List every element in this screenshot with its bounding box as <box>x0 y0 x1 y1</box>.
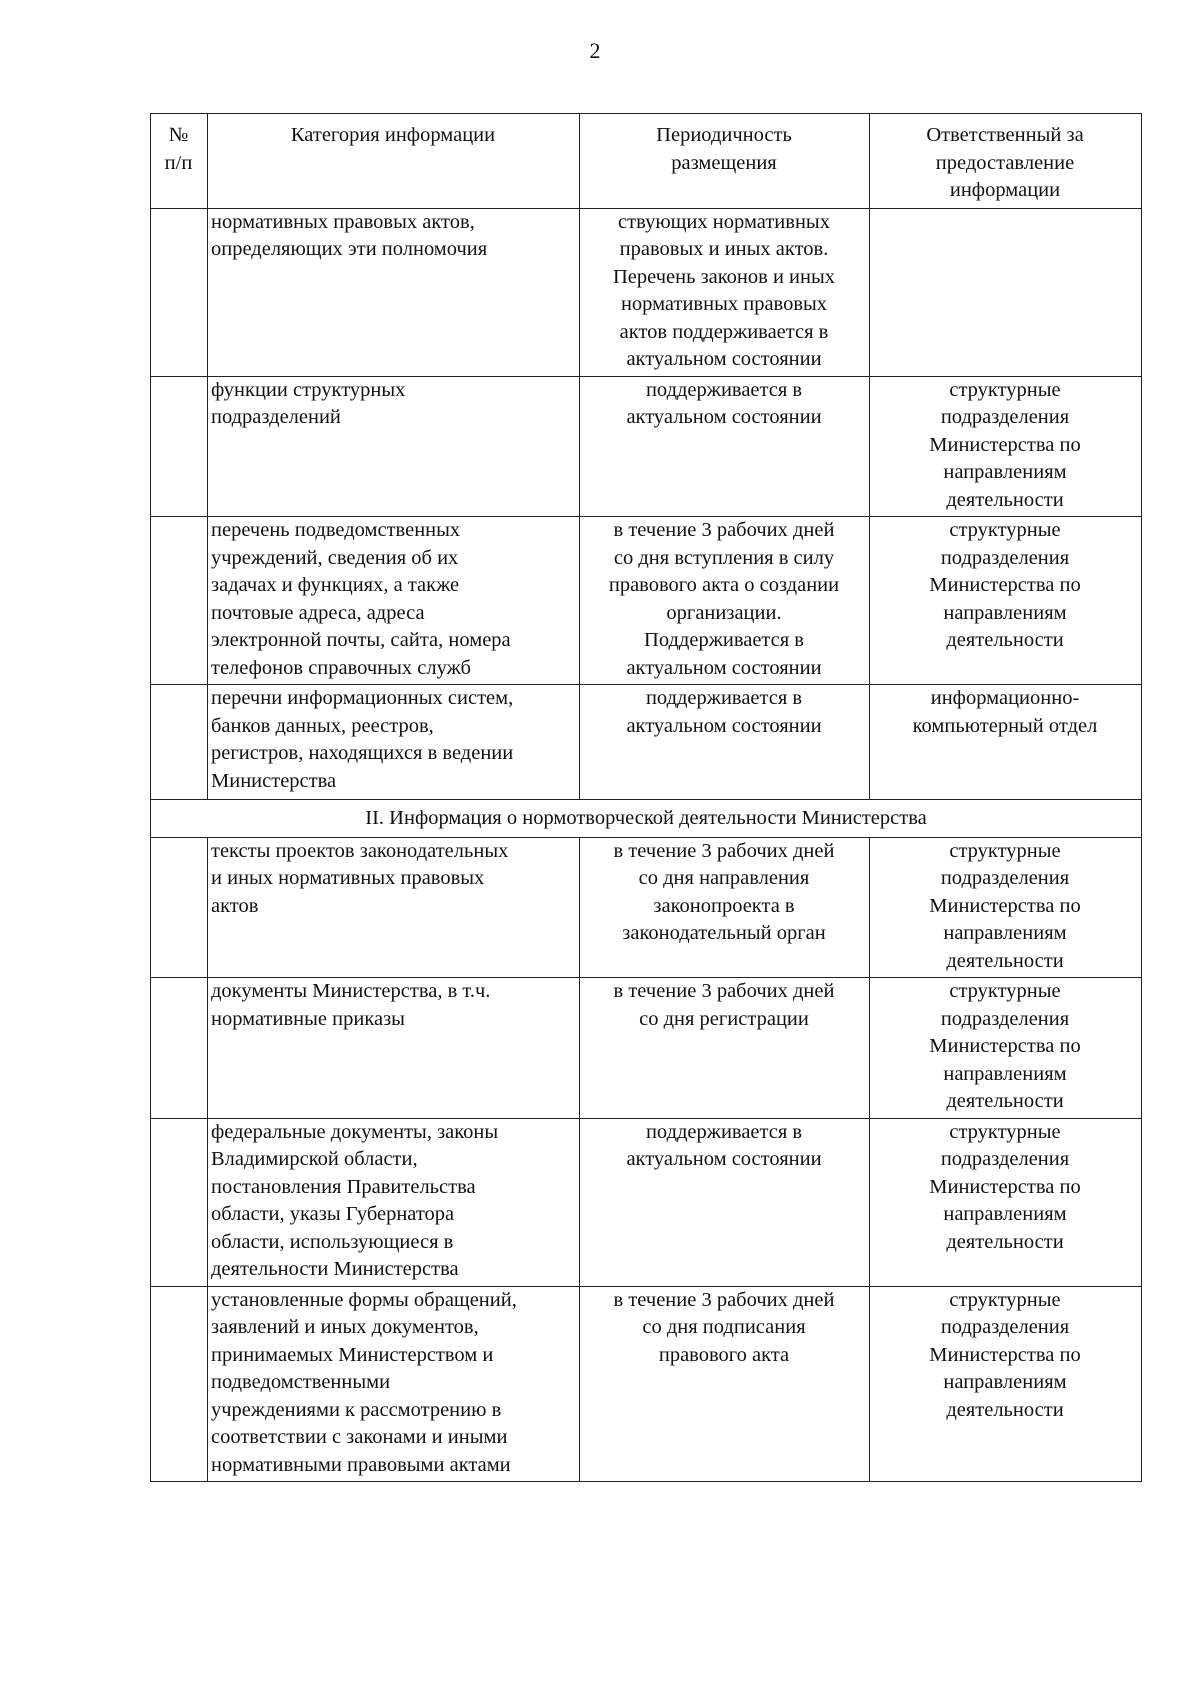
cell-line: актуальном состоянии <box>626 406 822 428</box>
cell-line: нормативных правовых <box>620 293 828 315</box>
cell-num <box>151 837 208 978</box>
cell-line: законодательный орган <box>622 922 826 944</box>
cell-line: перечни информационных систем, <box>211 687 514 709</box>
cell-line: деятельности Министерства <box>211 1258 459 1280</box>
cell-periodicity <box>580 837 870 978</box>
cell-line: Поддерживается в <box>644 629 804 651</box>
cell-line: компьютерный отдел <box>912 714 1098 737</box>
cell-line: федеральные документы, законы <box>211 1120 499 1143</box>
cell-line: Министерства <box>211 769 337 792</box>
cell-num <box>151 517 208 685</box>
cell-line: соответствии с законами и иными <box>211 1426 508 1448</box>
cell-line: направлениям <box>943 1062 1067 1085</box>
table-row <box>151 685 1142 800</box>
cell-line: направлениям <box>943 1203 1067 1225</box>
cell-responsible <box>870 837 1142 978</box>
cell-line: Министерства по <box>929 1175 1081 1198</box>
cell-responsible <box>870 208 1142 376</box>
cell-responsible <box>870 978 1142 1119</box>
cell-line: направлениям <box>943 461 1067 483</box>
cell-line: учреждений, сведения об их <box>211 546 459 569</box>
cell-line: правового акта <box>658 1343 790 1366</box>
cell-num <box>151 1286 208 1482</box>
table-row <box>151 978 1142 1119</box>
cell-line: актуальном состоянии <box>626 714 822 737</box>
cell-line: установленные формы обращений, <box>211 1288 517 1311</box>
cell-line: поддерживается в <box>645 378 803 401</box>
cell-line: документы Министерства, в т.ч. <box>211 980 491 1002</box>
cell-line: подразделения <box>940 546 1070 569</box>
section-heading-body <box>151 800 1142 838</box>
cell-category <box>208 517 580 685</box>
cell-line: подразделения <box>940 1007 1070 1030</box>
table-row <box>151 376 1142 517</box>
cell-responsible <box>870 517 1142 685</box>
cell-category <box>208 208 580 376</box>
cell-line: законопроекта в <box>653 894 795 917</box>
table-row <box>151 1286 1142 1482</box>
cell-line: Министерства по <box>929 1343 1081 1366</box>
cell-line: структурные <box>949 839 1061 862</box>
cell-periodicity <box>580 685 870 800</box>
cell-periodicity <box>580 208 870 376</box>
cell-line: функции структурных <box>211 378 406 401</box>
cell-line: направлениям <box>943 922 1067 944</box>
cell-line: подразделения <box>940 1148 1070 1170</box>
cell-line: подразделения <box>940 1316 1070 1338</box>
cell-line: определяющих эти полномочия <box>211 238 488 260</box>
cell-category <box>208 685 580 800</box>
cell-line: регистров, находящихся в ведении <box>211 742 514 764</box>
cell-line: актуальном состоянии <box>626 656 822 679</box>
cell-num <box>151 1118 208 1286</box>
cell-line: заявлений и иных документов, <box>211 1316 479 1338</box>
cell-category <box>208 1286 580 1482</box>
table-row <box>151 517 1142 685</box>
cell-line: со дня вступления в силу <box>613 546 835 569</box>
cell-line: в течение 3 рабочих дней <box>613 1288 835 1311</box>
table-row <box>151 208 1142 376</box>
page-number: 2 <box>589 38 601 63</box>
cell-line: актов поддерживается в <box>619 320 829 343</box>
cell-line: банков данных, реестров, <box>211 714 434 737</box>
cell-line: нормативные приказы <box>211 1007 405 1030</box>
cell-line: правовых и иных актов. <box>619 238 829 260</box>
cell-num <box>151 376 208 517</box>
cell-line: актуальном состоянии <box>626 1148 822 1170</box>
cell-line: поддерживается в <box>645 687 803 709</box>
cell-num <box>151 978 208 1119</box>
cell-line: деятельности <box>946 1230 1064 1253</box>
cell-line: структурные <box>949 519 1061 541</box>
cell-line: подразделений <box>211 406 341 428</box>
cell-line: деятельности <box>946 1090 1064 1112</box>
cell-line: тексты проектов законодательных <box>211 839 509 862</box>
cell-line: в течение 3 рабочих дней <box>613 980 835 1002</box>
cell-line: почтовые адреса, адреса <box>211 601 425 624</box>
cell-line: со дня подписания <box>642 1316 806 1338</box>
cell-category <box>208 376 580 517</box>
cell-line: со дня регистрации <box>639 1007 809 1030</box>
cell-periodicity <box>580 978 870 1119</box>
cell-line: постановления Правительства <box>211 1175 476 1198</box>
cell-line: нормативных правовых актов, <box>211 210 475 233</box>
cell-line: нормативными правовыми актами <box>211 1453 511 1476</box>
cell-line: электронной почты, сайта, номера <box>211 629 511 651</box>
table-header-row <box>151 114 1142 209</box>
cell-line: направлениям <box>943 1371 1067 1393</box>
cell-periodicity <box>580 376 870 517</box>
cell-line: перечень подведомственных <box>211 519 461 541</box>
cell-category <box>208 978 580 1119</box>
cell-line: структурные <box>949 980 1061 1002</box>
header-periodicity: Периодичность размещения <box>580 114 870 209</box>
cell-periodicity <box>580 1118 870 1286</box>
cell-periodicity <box>580 517 870 685</box>
cell-line: задачах и функциях, а также <box>211 574 460 596</box>
cell-responsible <box>870 1286 1142 1482</box>
cell-line: подразделения <box>940 406 1070 428</box>
cell-line: подразделения <box>940 867 1070 889</box>
section-title: II. Информация о нормотворческой деятельности Министерства <box>151 800 1142 838</box>
cell-line: подведомственными <box>211 1371 391 1393</box>
cell-line: телефонов справочных служб <box>211 656 471 679</box>
cell-line: учреждениями к рассмотрению в <box>211 1398 502 1421</box>
cell-num <box>151 208 208 376</box>
cell-line: деятельности <box>946 949 1064 972</box>
cell-category <box>208 837 580 978</box>
cell-num <box>151 685 208 800</box>
cell-responsible <box>870 376 1142 517</box>
table-body-part-2 <box>151 837 1142 1482</box>
cell-line: ствующих нормативных <box>618 210 830 233</box>
cell-line: Министерства по <box>929 574 1081 596</box>
cell-periodicity <box>580 1286 870 1482</box>
cell-line: Министерства по <box>929 433 1081 456</box>
cell-line: Перечень законов и иных <box>612 265 836 288</box>
cell-line: информационно- <box>930 687 1080 709</box>
section-row <box>151 800 1142 838</box>
cell-line: в течение 3 рабочих дней <box>613 839 835 862</box>
cell-line: структурные <box>949 1288 1061 1311</box>
cell-line: структурные <box>949 1120 1061 1143</box>
header-responsible: Ответственный за предоставление информации <box>870 114 1142 209</box>
cell-line: актуальном состоянии <box>626 348 822 370</box>
cell-line: Министерства по <box>929 1035 1081 1057</box>
table-row <box>151 837 1142 978</box>
information-table <box>150 113 1142 1482</box>
table-row <box>151 1118 1142 1286</box>
cell-line: принимаемых Министерством и <box>211 1343 494 1366</box>
cell-line: области, указы Губернатора <box>211 1203 455 1225</box>
header-num: № п/п <box>151 114 208 209</box>
cell-line: Владимирской области, <box>211 1148 418 1170</box>
cell-line: деятельности <box>946 1398 1064 1421</box>
cell-line: области, использующиеся в <box>211 1230 454 1253</box>
cell-category <box>208 1118 580 1286</box>
table-body-part-1 <box>151 208 1142 800</box>
cell-line: Министерства по <box>929 894 1081 917</box>
cell-line: со дня направления <box>638 867 810 889</box>
cell-line: правового акта о создании <box>608 574 840 596</box>
cell-responsible <box>870 1118 1142 1286</box>
cell-line: и иных нормативных правовых <box>211 867 485 889</box>
cell-line: актов <box>211 894 259 917</box>
cell-line: деятельности <box>946 488 1064 511</box>
cell-line: поддерживается в <box>645 1120 803 1143</box>
cell-line: в течение 3 рабочих дней <box>613 519 835 541</box>
header-category: Категория информации <box>208 114 580 209</box>
cell-line: деятельности <box>946 629 1064 651</box>
cell-line: направлениям <box>943 601 1067 624</box>
cell-line: структурные <box>949 378 1061 401</box>
cell-line: организации. <box>666 601 782 624</box>
cell-responsible <box>870 685 1142 800</box>
